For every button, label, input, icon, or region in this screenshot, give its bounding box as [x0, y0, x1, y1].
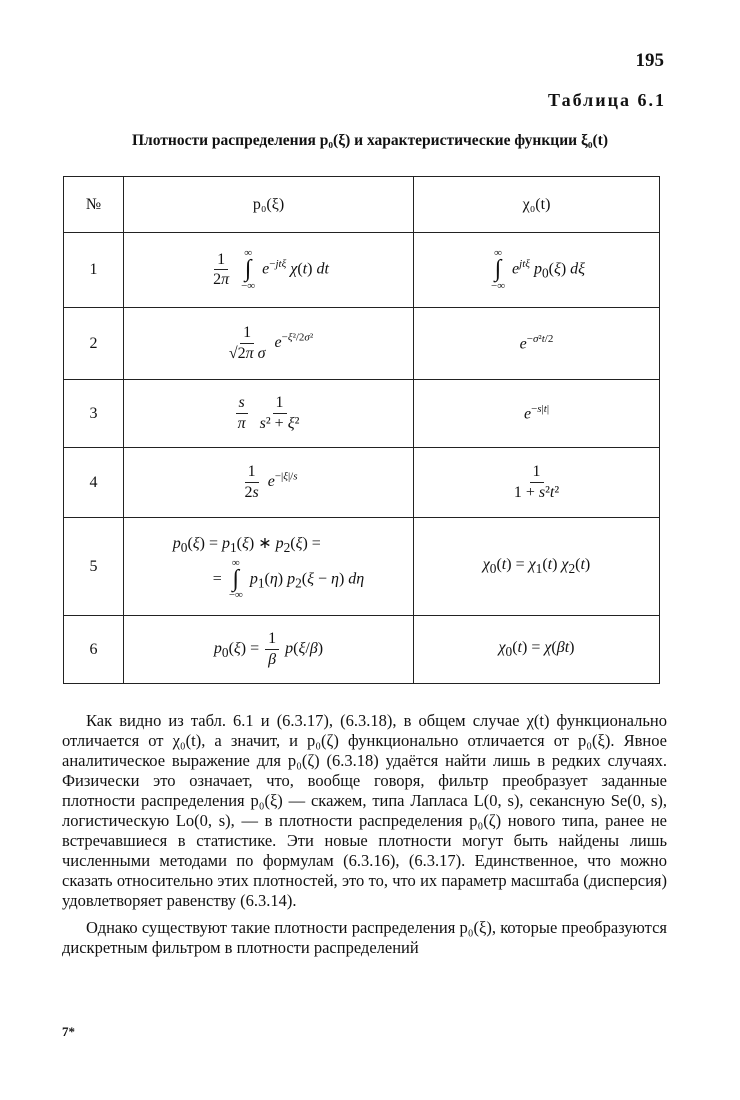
- row-number: 5: [64, 518, 124, 616]
- char-function-formula: $\chi_0(t) = \chi_1(t)$ $\chi_2(t)$: [414, 518, 660, 616]
- density-formula: $p_0(\xi)$ = $\frac{1}{\beta}$ p(ξ/β): [124, 616, 414, 684]
- body-text: [62, 711, 667, 958]
- table-row: [64, 518, 660, 616]
- row-number: 6: [64, 616, 124, 684]
- table-header-row: [64, 177, 660, 233]
- row-number: 3: [64, 380, 124, 448]
- table-row: [64, 380, 660, 448]
- density-formula-line1: $p_0(\xi) = p_1(\xi)$ ∗ $p_2(\xi)$ =: [172, 534, 321, 555]
- char-function-formula: $e^{-s|t|}$: [414, 380, 660, 448]
- header-density: p₀(ξ): [124, 177, 414, 233]
- char-function-formula: $\chi_0(t) = \chi(\beta t)$: [414, 616, 660, 684]
- distribution-table: [63, 176, 660, 684]
- table-row: [64, 233, 660, 308]
- row-number: 1: [64, 233, 124, 308]
- char-function-formula: $e^{-\sigma^2t/2}$: [414, 308, 660, 380]
- row-number: 2: [64, 308, 124, 380]
- density-formula: [124, 518, 414, 616]
- density-formula: $\frac{1}{2s}$ $e^{-|\xi|/s}$: [124, 448, 414, 518]
- table-row: [64, 448, 660, 518]
- paragraph: Однако существуют такие плотности распределения p₀(ξ), которые преобразуются дискретным фильтром в плотности распределений: [62, 918, 667, 957]
- paragraph: Как видно из табл. 6.1 и (6.3.17), (6.3.18), в общем случае χ(t) функционально отличается от χ₀(t), а значит, и p₀(ζ) функционально отличается от p₀(ξ). Явное аналитическое выражение для p₀(ζ) (6.3.18) удаётся найти лишь в редких случаях. Физически это означает, что, вообще говоря, фильтр преобразует заданные плотности распределения p₀(ξ) — скажем, типа Лапласа L(0, s), секансную Se(0, s), логистическую Lo(0, s), — в плотности распределения p₀(ζ) нового типа, ранее не встречавшиеся в статистике. Эти новые плотности могут быть найдены лишь численными методами по формулам (6.3.16), (6.3.17). Единственное, что можно сказать относительно этих плотностей, это то, что их параметр масштаба (дисперсия) удовлетворяет равенству (6.3.14).: [62, 711, 667, 910]
- density-formula: $\frac{1}{2\pi}$ ∞ ∫ −∞ $e^{-jt\xi}$ χ(t) dt: [124, 233, 414, 308]
- density-formula: $\frac{s}{\pi}$ $\frac{1}{\text{s² + ξ²}}$: [124, 380, 414, 448]
- char-function-formula: $\frac{1}{\text{1 + s²t²}}$: [414, 448, 660, 518]
- char-function-formula: ∞ ∫ −∞ $e^{jt\xi}$ $p_0(\xi)$ dξ: [414, 233, 660, 308]
- signature-mark: 7*: [62, 1024, 75, 1039]
- table-row: [64, 616, 660, 684]
- table-caption: Плотности распределения p₀(ξ) и характеристические функции ξ₀(t): [132, 132, 608, 149]
- density-formula: $\frac{1}{\text{√2π σ}}$ $e^{-\xi^2/2\sigma^2}$: [124, 308, 414, 380]
- table-row: [64, 308, 660, 380]
- row-number: 4: [64, 448, 124, 518]
- density-formula-line2: = ∞ ∫ −∞ $p_1(\eta) p_2(\xi - \eta)$ dη: [212, 556, 365, 602]
- header-number: №: [64, 177, 124, 233]
- page-number: 195: [635, 50, 664, 71]
- table-label: Таблица 6.1: [548, 90, 666, 110]
- header-char-function: χ₀(t): [414, 177, 660, 233]
